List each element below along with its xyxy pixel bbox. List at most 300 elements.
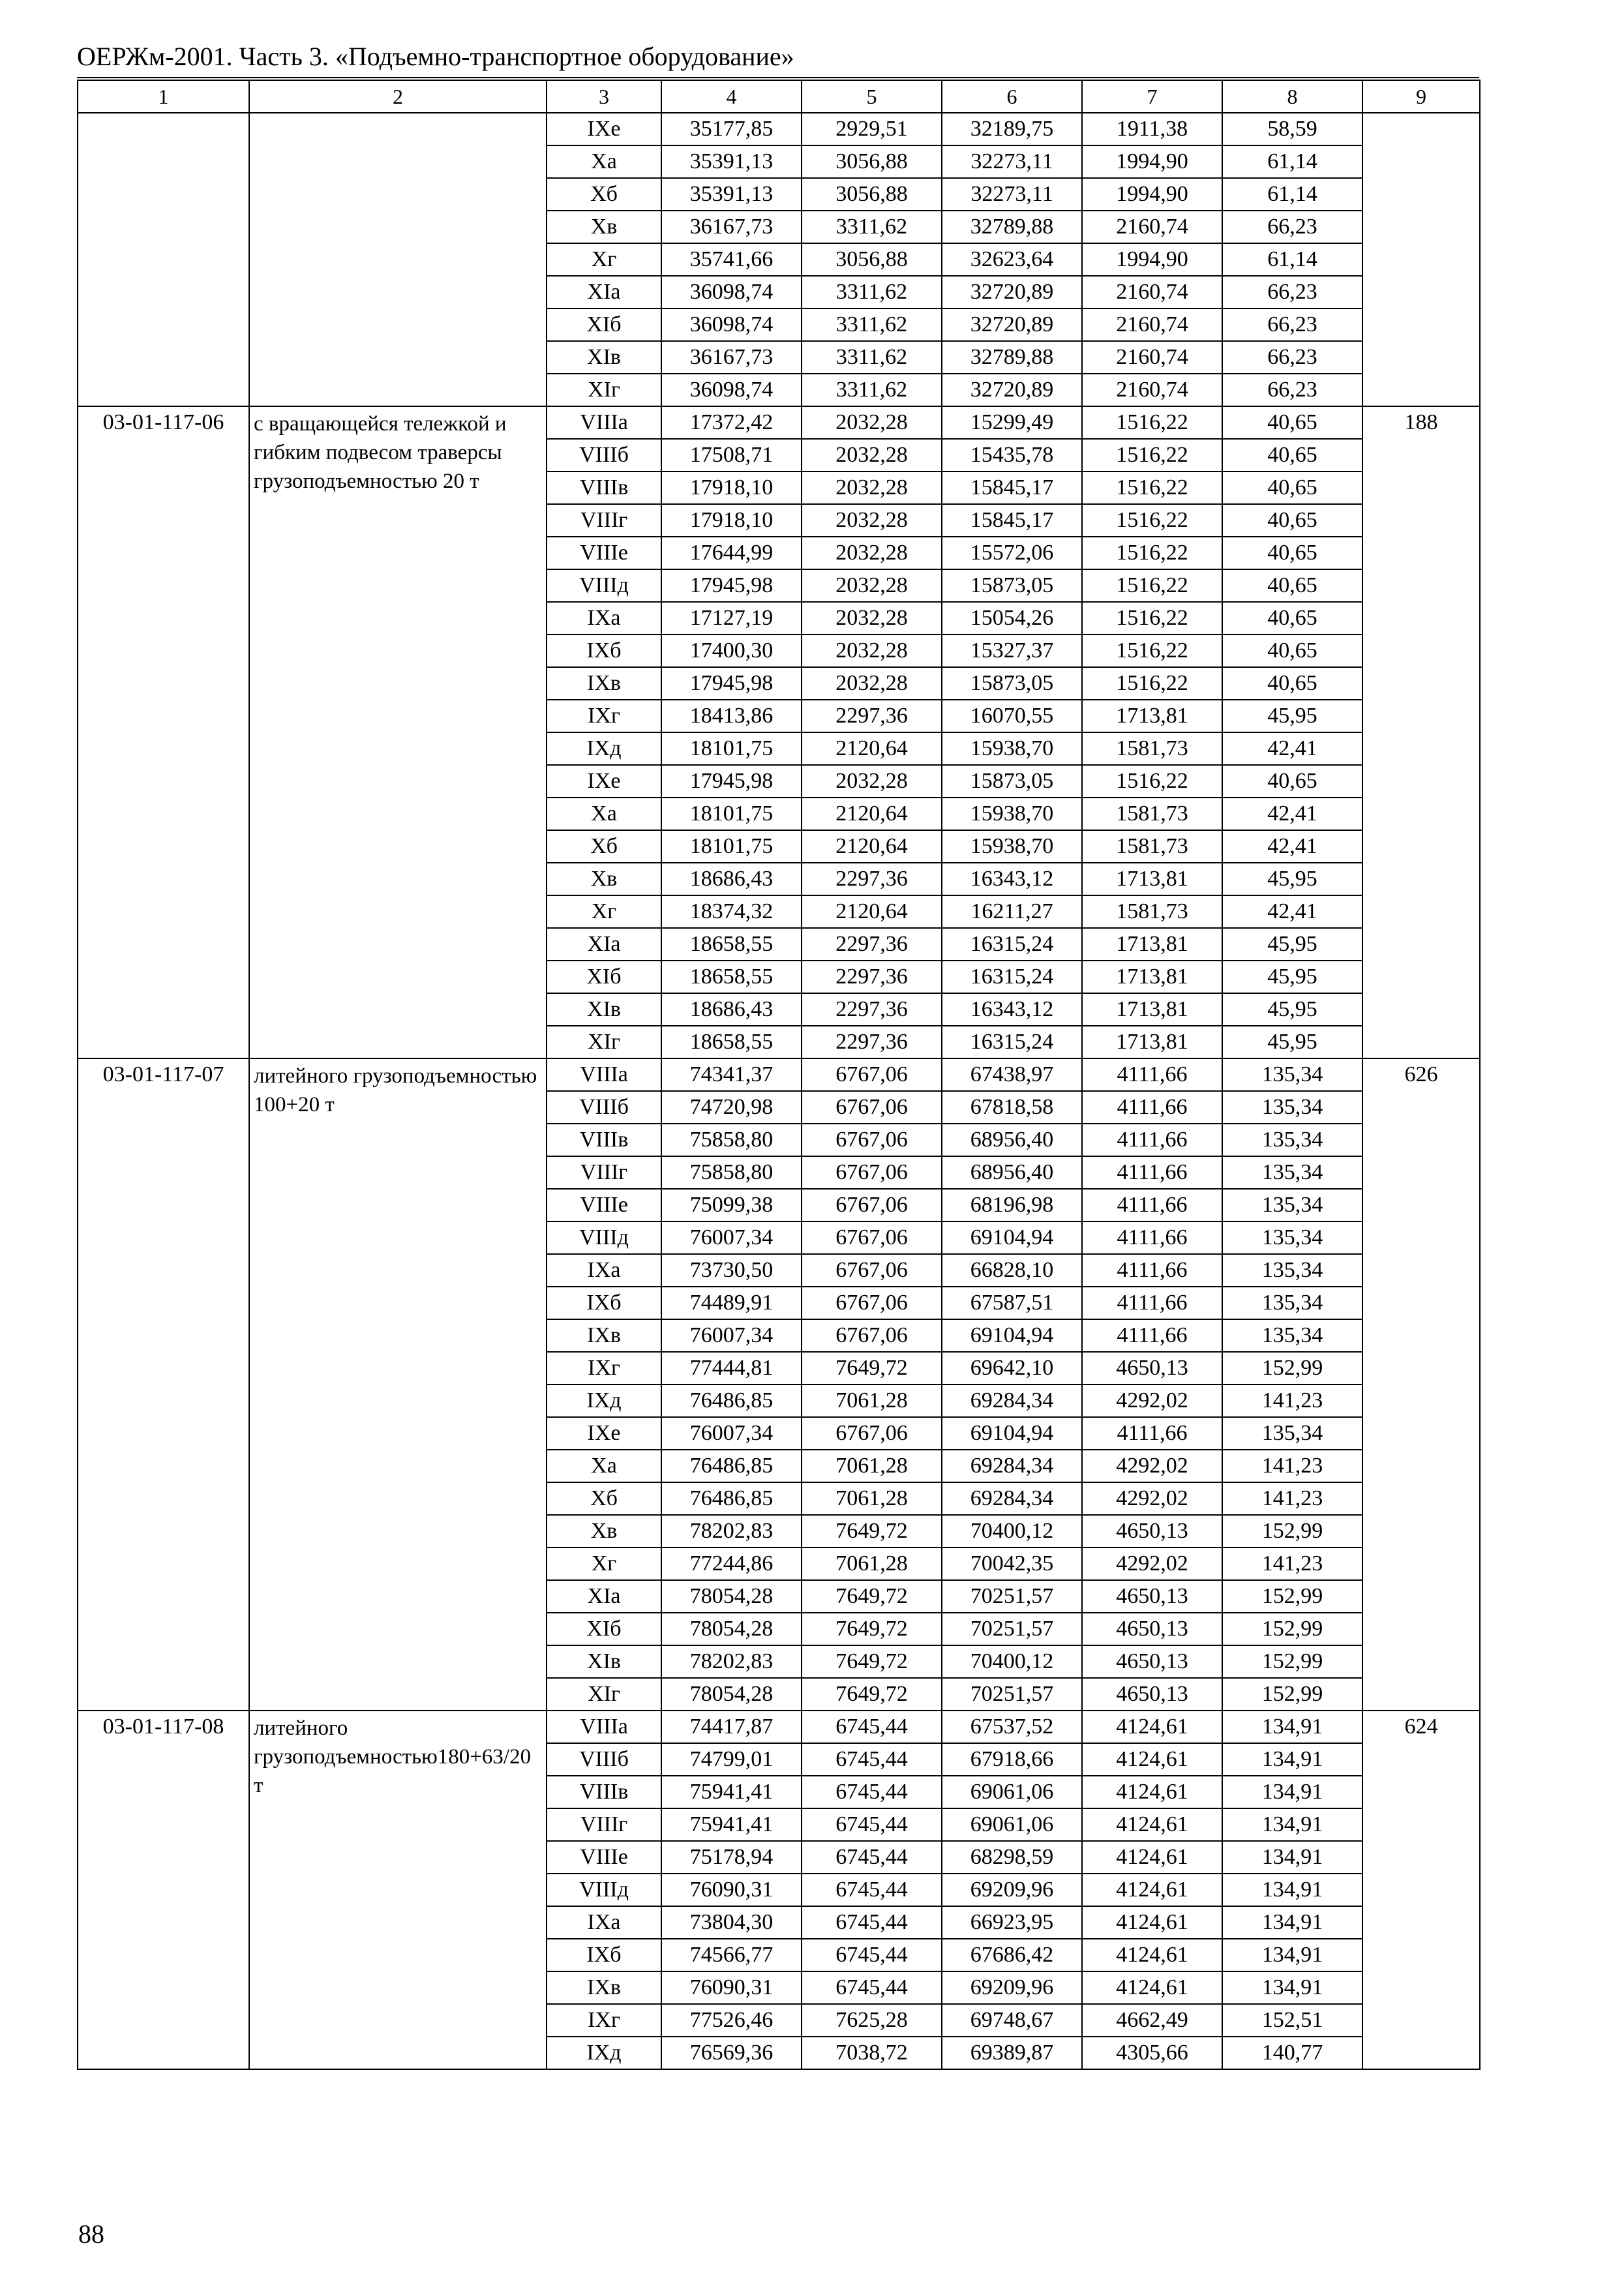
column-header: 3 <box>547 80 661 113</box>
value-cell: 3056,88 <box>802 145 942 178</box>
value-cell: 18101,75 <box>661 732 802 765</box>
value-cell: 35391,13 <box>661 178 802 211</box>
zone-cell: Xв <box>547 1515 661 1548</box>
value-cell: 4650,13 <box>1082 1678 1222 1711</box>
zone-cell: VIIIв <box>547 1776 661 1808</box>
value-cell: 134,91 <box>1222 1776 1362 1808</box>
value-cell: 15299,49 <box>942 406 1082 439</box>
value-cell: 69209,96 <box>942 1971 1082 2004</box>
value-cell: 15054,26 <box>942 602 1082 635</box>
value-cell: 42,41 <box>1222 895 1362 928</box>
value-cell: 42,41 <box>1222 798 1362 830</box>
table-row <box>78 406 1480 439</box>
value-cell: 1713,81 <box>1082 700 1222 732</box>
value-cell: 4124,61 <box>1082 1776 1222 1808</box>
value-cell: 7061,28 <box>802 1548 942 1580</box>
value-cell: 7649,72 <box>802 1515 942 1548</box>
value-cell: 2297,36 <box>802 700 942 732</box>
value-cell: 45,95 <box>1222 961 1362 993</box>
zone-cell: Xг <box>547 895 661 928</box>
value-cell: 40,65 <box>1222 471 1362 504</box>
value-cell: 69748,67 <box>942 2004 1082 2037</box>
zone-cell: IXг <box>547 2004 661 2037</box>
table-row <box>78 113 1480 145</box>
rate-code-cell: 03-01-117-06 <box>78 406 249 1058</box>
value-cell: 74341,37 <box>661 1058 802 1091</box>
value-cell: 15873,05 <box>942 569 1082 602</box>
value-cell: 4124,61 <box>1082 1841 1222 1874</box>
value-cell: 36098,74 <box>661 276 802 308</box>
zone-cell: IXд <box>547 1384 661 1417</box>
value-cell: 16315,24 <box>942 928 1082 961</box>
value-cell: 1713,81 <box>1082 928 1222 961</box>
value-cell: 1516,22 <box>1082 471 1222 504</box>
value-cell: 32623,64 <box>942 243 1082 276</box>
zone-cell: XIг <box>547 374 661 406</box>
value-cell: 2032,28 <box>802 602 942 635</box>
value-cell: 70042,35 <box>942 1548 1082 1580</box>
value-cell: 69104,94 <box>942 1417 1082 1450</box>
zone-cell: IXб <box>547 1287 661 1319</box>
value-cell: 7649,72 <box>802 1678 942 1711</box>
value-cell: 2032,28 <box>802 471 942 504</box>
value-cell: 1516,22 <box>1082 667 1222 700</box>
value-cell: 6767,06 <box>802 1189 942 1221</box>
value-cell: 74566,77 <box>661 1939 802 1971</box>
value-cell: 69104,94 <box>942 1319 1082 1352</box>
value-cell: 1994,90 <box>1082 243 1222 276</box>
zone-cell: VIIIа <box>547 1711 661 1743</box>
value-cell: 17400,30 <box>661 635 802 667</box>
table-body <box>78 113 1480 2069</box>
value-cell: 6745,44 <box>802 1776 942 1808</box>
value-cell: 75858,80 <box>661 1156 802 1189</box>
value-cell: 73804,30 <box>661 1906 802 1939</box>
value-cell: 3311,62 <box>802 276 942 308</box>
value-cell: 134,91 <box>1222 1808 1362 1841</box>
value-cell: 78054,28 <box>661 1613 802 1645</box>
value-cell: 77444,81 <box>661 1352 802 1384</box>
value-cell: 66,23 <box>1222 308 1362 341</box>
value-cell: 78202,83 <box>661 1645 802 1678</box>
value-cell: 15435,78 <box>942 439 1082 471</box>
value-cell: 4124,61 <box>1082 1711 1222 1743</box>
zone-cell: IXг <box>547 700 661 732</box>
value-cell: 2160,74 <box>1082 211 1222 243</box>
value-cell: 17508,71 <box>661 439 802 471</box>
value-cell: 36167,73 <box>661 211 802 243</box>
value-cell: 67818,58 <box>942 1091 1082 1124</box>
value-cell: 66,23 <box>1222 374 1362 406</box>
value-cell: 2032,28 <box>802 569 942 602</box>
value-cell: 75099,38 <box>661 1189 802 1221</box>
page-header <box>77 40 1479 78</box>
value-cell: 40,65 <box>1222 439 1362 471</box>
value-cell: 152,51 <box>1222 2004 1362 2037</box>
value-cell: 18374,32 <box>661 895 802 928</box>
zone-cell: Xб <box>547 830 661 863</box>
value-cell: 70400,12 <box>942 1515 1082 1548</box>
zone-cell: IXе <box>547 1417 661 1450</box>
value-cell: 16343,12 <box>942 863 1082 895</box>
zone-cell: XIг <box>547 1026 661 1058</box>
value-cell: 67587,51 <box>942 1287 1082 1319</box>
zone-cell: IXд <box>547 2037 661 2069</box>
table-row <box>78 1711 1480 1743</box>
value-cell: 17945,98 <box>661 667 802 700</box>
value-cell: 15845,17 <box>942 471 1082 504</box>
zone-cell: XIб <box>547 1613 661 1645</box>
value-cell: 66923,95 <box>942 1906 1082 1939</box>
value-cell: 134,91 <box>1222 1906 1362 1939</box>
value-cell: 1911,38 <box>1082 113 1222 145</box>
value-cell: 35741,66 <box>661 243 802 276</box>
value-cell: 69209,96 <box>942 1874 1082 1906</box>
value-cell: 4124,61 <box>1082 1743 1222 1776</box>
value-cell: 4111,66 <box>1082 1221 1222 1254</box>
value-cell: 45,95 <box>1222 1026 1362 1058</box>
value-cell: 6745,44 <box>802 1711 942 1743</box>
zone-cell: Xа <box>547 1450 661 1482</box>
value-cell: 68956,40 <box>942 1124 1082 1156</box>
value-cell: 66,23 <box>1222 276 1362 308</box>
value-cell: 18101,75 <box>661 798 802 830</box>
value-cell: 6767,06 <box>802 1091 942 1124</box>
zone-cell: XIа <box>547 276 661 308</box>
value-cell: 6745,44 <box>802 1808 942 1841</box>
value-cell: 4650,13 <box>1082 1645 1222 1678</box>
value-cell: 68196,98 <box>942 1189 1082 1221</box>
value-cell: 152,99 <box>1222 1645 1362 1678</box>
value-cell: 152,99 <box>1222 1352 1362 1384</box>
value-cell: 67686,42 <box>942 1939 1082 1971</box>
value-cell: 1994,90 <box>1082 178 1222 211</box>
value-cell: 77526,46 <box>661 2004 802 2037</box>
page-number: 88 <box>78 2219 104 2249</box>
value-cell: 152,99 <box>1222 1613 1362 1645</box>
value-cell: 76486,85 <box>661 1450 802 1482</box>
value-cell: 32720,89 <box>942 374 1082 406</box>
value-cell: 1713,81 <box>1082 1026 1222 1058</box>
zone-cell: Xг <box>547 1548 661 1580</box>
value-cell: 15938,70 <box>942 830 1082 863</box>
value-cell: 134,91 <box>1222 1743 1362 1776</box>
value-cell: 1516,22 <box>1082 537 1222 569</box>
value-cell: 69642,10 <box>942 1352 1082 1384</box>
value-cell: 3311,62 <box>802 211 942 243</box>
value-cell: 18413,86 <box>661 700 802 732</box>
value-cell: 15845,17 <box>942 504 1082 537</box>
value-cell: 70400,12 <box>942 1645 1082 1678</box>
value-cell: 74489,91 <box>661 1287 802 1319</box>
value-cell: 134,91 <box>1222 1939 1362 1971</box>
zone-cell: VIIIе <box>547 537 661 569</box>
value-cell: 76090,31 <box>661 1874 802 1906</box>
value-cell: 67918,66 <box>942 1743 1082 1776</box>
value-cell: 7061,28 <box>802 1384 942 1417</box>
value-cell: 45,95 <box>1222 863 1362 895</box>
value-cell: 16315,24 <box>942 1026 1082 1058</box>
value-cell: 7649,72 <box>802 1580 942 1613</box>
value-cell: 1994,90 <box>1082 145 1222 178</box>
value-cell: 74720,98 <box>661 1091 802 1124</box>
value-cell: 40,65 <box>1222 537 1362 569</box>
column-9-cell: 624 <box>1362 1711 1480 2069</box>
value-cell: 75941,41 <box>661 1808 802 1841</box>
zone-cell: VIIIв <box>547 471 661 504</box>
value-cell: 2297,36 <box>802 1026 942 1058</box>
zone-cell: IXб <box>547 635 661 667</box>
value-cell: 6745,44 <box>802 1874 942 1906</box>
column-header: 4 <box>661 80 802 113</box>
value-cell: 135,34 <box>1222 1058 1362 1091</box>
document-title: ОЕРЖм-2001. Часть 3. «Подъемно-транспортное оборудование» <box>77 42 794 71</box>
zone-cell: IXд <box>547 732 661 765</box>
value-cell: 7649,72 <box>802 1352 942 1384</box>
value-cell: 36167,73 <box>661 341 802 374</box>
value-cell: 134,91 <box>1222 1711 1362 1743</box>
zone-cell: Xа <box>547 798 661 830</box>
value-cell: 15938,70 <box>942 798 1082 830</box>
zone-cell: Xв <box>547 863 661 895</box>
zone-cell: Xв <box>547 211 661 243</box>
value-cell: 2032,28 <box>802 765 942 798</box>
value-cell: 35177,85 <box>661 113 802 145</box>
value-cell: 17372,42 <box>661 406 802 439</box>
zone-cell: IXа <box>547 1906 661 1939</box>
value-cell: 76007,34 <box>661 1417 802 1450</box>
value-cell: 141,23 <box>1222 1384 1362 1417</box>
zone-cell: XIв <box>547 993 661 1026</box>
value-cell: 7061,28 <box>802 1482 942 1515</box>
zone-cell: VIIIб <box>547 439 661 471</box>
value-cell: 1516,22 <box>1082 635 1222 667</box>
value-cell: 17644,99 <box>661 537 802 569</box>
zone-cell: IXв <box>547 1319 661 1352</box>
value-cell: 6745,44 <box>802 1939 942 1971</box>
value-cell: 70251,57 <box>942 1613 1082 1645</box>
value-cell: 6767,06 <box>802 1058 942 1091</box>
value-cell: 66,23 <box>1222 341 1362 374</box>
rate-description-cell <box>249 113 547 406</box>
value-cell: 6767,06 <box>802 1156 942 1189</box>
value-cell: 1516,22 <box>1082 765 1222 798</box>
value-cell: 40,65 <box>1222 765 1362 798</box>
value-cell: 6767,06 <box>802 1417 942 1450</box>
value-cell: 2297,36 <box>802 928 942 961</box>
zone-cell: VIIIб <box>547 1743 661 1776</box>
value-cell: 35391,13 <box>661 145 802 178</box>
value-cell: 61,14 <box>1222 178 1362 211</box>
value-cell: 40,65 <box>1222 635 1362 667</box>
value-cell: 152,99 <box>1222 1678 1362 1711</box>
value-cell: 76486,85 <box>661 1482 802 1515</box>
rate-description-cell: литейного грузоподъемностью180+63/20 т <box>249 1711 547 2069</box>
column-header: 9 <box>1362 80 1480 113</box>
value-cell: 4292,02 <box>1082 1384 1222 1417</box>
value-cell: 61,14 <box>1222 243 1362 276</box>
zone-cell: IXа <box>547 1254 661 1287</box>
value-cell: 4650,13 <box>1082 1352 1222 1384</box>
value-cell: 75178,94 <box>661 1841 802 1874</box>
table-row <box>78 1058 1480 1091</box>
column-header: 7 <box>1082 80 1222 113</box>
value-cell: 18658,55 <box>661 928 802 961</box>
value-cell: 36098,74 <box>661 374 802 406</box>
value-cell: 135,34 <box>1222 1091 1362 1124</box>
zone-cell: XIв <box>547 341 661 374</box>
zone-cell: IXе <box>547 765 661 798</box>
zone-cell: VIIIв <box>547 1124 661 1156</box>
value-cell: 40,65 <box>1222 569 1362 602</box>
value-cell: 4292,02 <box>1082 1450 1222 1482</box>
zone-cell: IXг <box>547 1352 661 1384</box>
value-cell: 2032,28 <box>802 439 942 471</box>
value-cell: 2297,36 <box>802 863 942 895</box>
table-header <box>78 80 1480 113</box>
value-cell: 76007,34 <box>661 1221 802 1254</box>
value-cell: 45,95 <box>1222 993 1362 1026</box>
value-cell: 7625,28 <box>802 2004 942 2037</box>
value-cell: 3311,62 <box>802 308 942 341</box>
value-cell: 2032,28 <box>802 504 942 537</box>
value-cell: 73730,50 <box>661 1254 802 1287</box>
value-cell: 4124,61 <box>1082 1971 1222 2004</box>
value-cell: 4111,66 <box>1082 1058 1222 1091</box>
zone-cell: Xа <box>547 145 661 178</box>
value-cell: 140,77 <box>1222 2037 1362 2069</box>
value-cell: 4111,66 <box>1082 1287 1222 1319</box>
value-cell: 2120,64 <box>802 798 942 830</box>
value-cell: 68298,59 <box>942 1841 1082 1874</box>
value-cell: 4650,13 <box>1082 1515 1222 1548</box>
value-cell: 45,95 <box>1222 928 1362 961</box>
value-cell: 32789,88 <box>942 341 1082 374</box>
value-cell: 32789,88 <box>942 211 1082 243</box>
value-cell: 17945,98 <box>661 569 802 602</box>
value-cell: 135,34 <box>1222 1124 1362 1156</box>
value-cell: 134,91 <box>1222 1841 1362 1874</box>
zone-cell: IXб <box>547 1939 661 1971</box>
value-cell: 6767,06 <box>802 1319 942 1352</box>
value-cell: 76007,34 <box>661 1319 802 1352</box>
value-cell: 2032,28 <box>802 406 942 439</box>
value-cell: 2120,64 <box>802 830 942 863</box>
value-cell: 61,14 <box>1222 145 1362 178</box>
rate-description-cell: литейного грузоподъемностью 100+20 т <box>249 1058 547 1711</box>
value-cell: 1516,22 <box>1082 569 1222 602</box>
value-cell: 6745,44 <box>802 1971 942 2004</box>
value-cell: 40,65 <box>1222 667 1362 700</box>
value-cell: 78054,28 <box>661 1678 802 1711</box>
column-number-row <box>78 80 1480 113</box>
value-cell: 1713,81 <box>1082 961 1222 993</box>
value-cell: 74799,01 <box>661 1743 802 1776</box>
zone-cell: XIа <box>547 928 661 961</box>
zone-cell: Xг <box>547 243 661 276</box>
value-cell: 135,34 <box>1222 1189 1362 1221</box>
value-cell: 15327,37 <box>942 635 1082 667</box>
value-cell: 16211,27 <box>942 895 1082 928</box>
value-cell: 4662,49 <box>1082 2004 1222 2037</box>
value-cell: 4111,66 <box>1082 1417 1222 1450</box>
value-cell: 15873,05 <box>942 765 1082 798</box>
header-divider <box>77 77 1479 78</box>
zone-cell: VIIIа <box>547 1058 661 1091</box>
value-cell: 6767,06 <box>802 1287 942 1319</box>
rate-code-cell <box>78 113 249 406</box>
value-cell: 40,65 <box>1222 406 1362 439</box>
zone-cell: Xб <box>547 1482 661 1515</box>
value-cell: 2297,36 <box>802 993 942 1026</box>
value-cell: 135,34 <box>1222 1417 1362 1450</box>
value-cell: 15938,70 <box>942 732 1082 765</box>
value-cell: 141,23 <box>1222 1450 1362 1482</box>
zone-cell: XIг <box>547 1678 661 1711</box>
value-cell: 134,91 <box>1222 1971 1362 2004</box>
value-cell: 32189,75 <box>942 113 1082 145</box>
value-cell: 2032,28 <box>802 667 942 700</box>
column-9-cell: 626 <box>1362 1058 1480 1711</box>
value-cell: 69284,34 <box>942 1384 1082 1417</box>
value-cell: 4292,02 <box>1082 1548 1222 1580</box>
value-cell: 32273,11 <box>942 178 1082 211</box>
value-cell: 18686,43 <box>661 993 802 1026</box>
value-cell: 76090,31 <box>661 1971 802 2004</box>
value-cell: 40,65 <box>1222 602 1362 635</box>
value-cell: 2297,36 <box>802 961 942 993</box>
zone-cell: VIIIе <box>547 1189 661 1221</box>
value-cell: 4124,61 <box>1082 1808 1222 1841</box>
value-cell: 15572,06 <box>942 537 1082 569</box>
value-cell: 18658,55 <box>661 1026 802 1058</box>
value-cell: 69284,34 <box>942 1450 1082 1482</box>
value-cell: 32273,11 <box>942 145 1082 178</box>
value-cell: 4111,66 <box>1082 1091 1222 1124</box>
value-cell: 7038,72 <box>802 2037 942 2069</box>
column-header: 8 <box>1222 80 1362 113</box>
value-cell: 7649,72 <box>802 1613 942 1645</box>
value-cell: 18686,43 <box>661 863 802 895</box>
zone-cell: VIIIд <box>547 1874 661 1906</box>
value-cell: 2929,51 <box>802 113 942 145</box>
zone-cell: IXв <box>547 667 661 700</box>
value-cell: 16343,12 <box>942 993 1082 1026</box>
value-cell: 69104,94 <box>942 1221 1082 1254</box>
value-cell: 6745,44 <box>802 1906 942 1939</box>
value-cell: 16070,55 <box>942 700 1082 732</box>
value-cell: 4124,61 <box>1082 1939 1222 1971</box>
column-9-cell <box>1362 113 1480 406</box>
value-cell: 141,23 <box>1222 1482 1362 1515</box>
value-cell: 77244,86 <box>661 1548 802 1580</box>
value-cell: 4124,61 <box>1082 1874 1222 1906</box>
value-cell: 2160,74 <box>1082 308 1222 341</box>
value-cell: 1581,73 <box>1082 732 1222 765</box>
value-cell: 76486,85 <box>661 1384 802 1417</box>
zone-cell: VIIIг <box>547 504 661 537</box>
value-cell: 42,41 <box>1222 830 1362 863</box>
value-cell: 32720,89 <box>942 276 1082 308</box>
value-cell: 1713,81 <box>1082 863 1222 895</box>
value-cell: 135,34 <box>1222 1221 1362 1254</box>
value-cell: 135,34 <box>1222 1254 1362 1287</box>
column-header: 5 <box>802 80 942 113</box>
value-cell: 67438,97 <box>942 1058 1082 1091</box>
value-cell: 2160,74 <box>1082 374 1222 406</box>
value-cell: 2032,28 <box>802 635 942 667</box>
value-cell: 4124,61 <box>1082 1906 1222 1939</box>
